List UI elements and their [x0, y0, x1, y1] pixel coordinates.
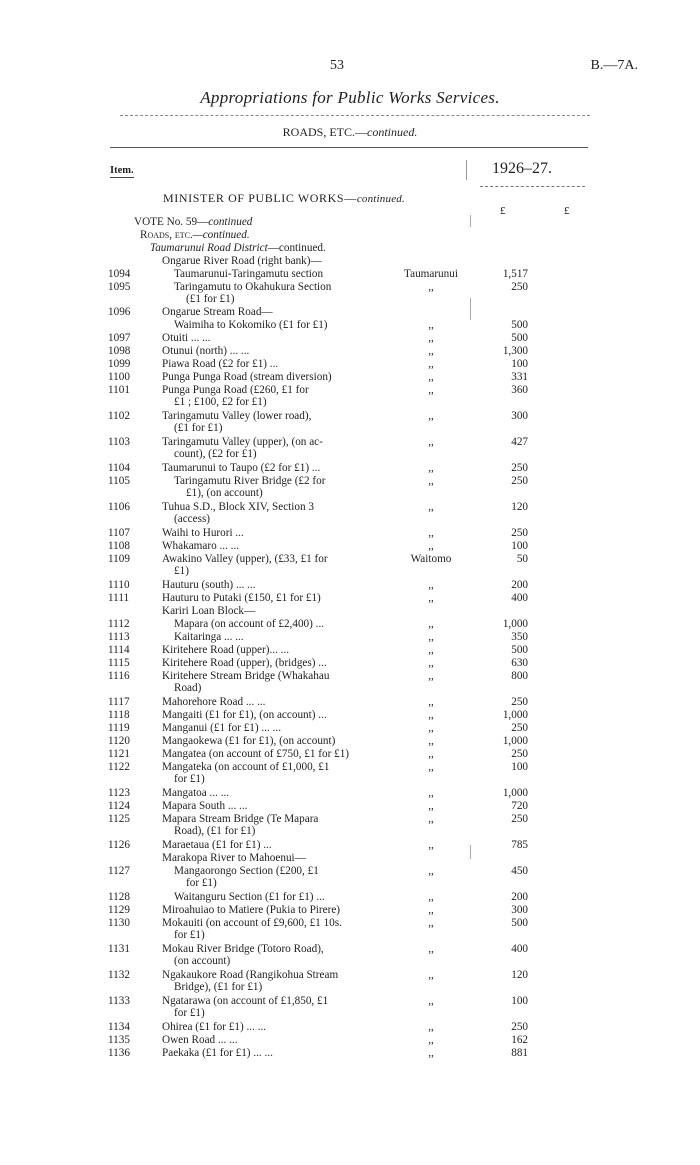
item-description: Ngatarawa (on account of £1,850, £1: [162, 995, 329, 1007]
item-number: 1136: [108, 1047, 130, 1059]
item-description: Mokauiti (on account of £9,600, £1 10s.: [162, 917, 342, 929]
item-number: 1126: [108, 839, 130, 851]
item-description: Miroahuiao to Matiere (Pukia to Pirere): [162, 904, 341, 916]
district-name: ,,: [428, 800, 434, 812]
amount-value: 100: [511, 995, 528, 1007]
item-description: Maraetaua (£1 for £1) ...: [162, 839, 272, 851]
item-description: Mapara (on account of £2,400) ...: [174, 618, 325, 630]
item-number: 1094: [108, 268, 131, 280]
amount-value: 100: [511, 540, 528, 552]
item-column-label: Item.: [110, 165, 134, 176]
district-name: ,,: [428, 696, 434, 708]
item-description: Ohirea (£1 for £1) ... ...: [162, 1021, 267, 1033]
district-name: ,,: [428, 1021, 434, 1033]
amount-value: 1,000: [502, 787, 528, 799]
district-name: ,,: [428, 579, 434, 591]
item-number: 1135: [108, 1034, 130, 1046]
item-description: Road), (£1 for £1): [174, 825, 256, 837]
amount-value: 250: [511, 748, 528, 760]
district-name: ,,: [428, 436, 434, 448]
margin-mark: [470, 845, 471, 859]
district-name: ,,: [428, 631, 434, 643]
item-description: (access): [174, 513, 211, 525]
district-name: ,,: [428, 748, 434, 760]
item-description: (on account): [174, 955, 231, 967]
header-rule: [110, 147, 588, 148]
item-number: 1128: [108, 891, 130, 903]
amount-value: 630: [511, 657, 528, 669]
district-name: ,,: [428, 943, 434, 955]
amount-value: 200: [511, 579, 528, 591]
item-description: Taringamutu Valley (upper), (on ac-: [162, 436, 323, 448]
district-name: ,,: [428, 358, 434, 370]
district-name: ,,: [428, 839, 434, 851]
item-number: 1096: [108, 306, 131, 318]
district-name: ,,: [428, 319, 434, 331]
amount-value: 400: [511, 592, 528, 604]
item-description: £1 ; £100, £2 for £1): [174, 396, 267, 408]
margin-mark: [470, 298, 471, 320]
item-description: Ngakaukore Road (Rangikohua Stream: [162, 969, 339, 981]
amount-value: 500: [511, 917, 528, 929]
item-number: 1131: [108, 943, 130, 955]
amount-value: 120: [511, 969, 528, 981]
item-number: 1106: [108, 501, 130, 513]
amount-value: 720: [511, 800, 528, 812]
district-name: Waitomo: [410, 553, 452, 565]
district-name: ,,: [428, 1047, 434, 1059]
item-number: 1109: [108, 553, 130, 565]
item-description: Mangaiti (£1 for £1), (on account) ...: [162, 709, 327, 721]
item-number: 1108: [108, 540, 130, 552]
amount-value: 250: [511, 696, 528, 708]
item-description: Road): [174, 682, 202, 694]
district-name: ,,: [428, 865, 434, 877]
item-number: 1113: [108, 631, 130, 643]
minister-heading-continued: continued.: [356, 193, 405, 205]
section-heading-main: ROADS, ETC.—: [282, 125, 367, 139]
amount-value: 360: [511, 384, 528, 396]
district-name: ,,: [428, 1034, 434, 1046]
item-description: Mapara Stream Bridge (Te Mapara: [162, 813, 319, 825]
amount-value: 250: [511, 527, 528, 539]
district-name: ,,: [428, 761, 434, 773]
item-number: 1124: [108, 800, 130, 812]
item-description: Hauturu to Putaki (£150, £1 for £1): [162, 592, 321, 604]
item-description: for £1): [186, 877, 217, 889]
district-name: ,,: [428, 735, 434, 747]
amount-value: 50: [516, 553, 528, 565]
district-name: ,,: [428, 787, 434, 799]
vote-heading-continued: continued: [208, 216, 253, 228]
roads-heading-continued: —continued.: [192, 229, 250, 241]
district-name: ,,: [428, 904, 434, 916]
district-name: ,,: [428, 501, 434, 513]
item-number: 1095: [108, 281, 131, 293]
item-number: 1123: [108, 787, 130, 799]
item-number: 1105: [108, 475, 130, 487]
item-description: Kariri Loan Block—: [162, 605, 256, 617]
item-number: 1102: [108, 410, 130, 422]
item-number: 1132: [108, 969, 130, 981]
amount-value: 500: [511, 319, 528, 331]
item-description: Paekaka (£1 for £1) ... ...: [162, 1047, 273, 1059]
item-number: 1100: [108, 371, 130, 383]
district-name: ,,: [428, 657, 434, 669]
amount-value: 250: [511, 722, 528, 734]
district-name: ,,: [428, 345, 434, 357]
item-description: Manganui (£1 for £1) ... ...: [162, 722, 281, 734]
vote-heading: [134, 216, 252, 228]
amount-value: 1,517: [502, 268, 528, 280]
item-number: 1114: [108, 644, 130, 656]
roads-heading: [140, 229, 250, 241]
item-number: 1112: [108, 618, 130, 630]
item-description: Mapara South ... ...: [162, 800, 248, 812]
district-name: ,,: [428, 917, 434, 929]
item-number: 1098: [108, 345, 131, 357]
item-description: Kaitaringa ... ...: [174, 631, 244, 643]
item-number: 1130: [108, 917, 130, 929]
item-description: Mangatea (on account of £750, £1 for £1): [162, 748, 350, 760]
district-name: ,,: [428, 462, 434, 474]
district-name: ,,: [428, 995, 434, 1007]
amount-value: 785: [511, 839, 528, 851]
minister-heading-main: MINISTER OF PUBLIC WORKS—: [163, 191, 357, 205]
item-description: Kiritehere Road (upper)... ...: [162, 644, 290, 656]
margin-mark: [470, 215, 471, 227]
item-description: Taringamutu to Okahukura Section: [174, 281, 332, 293]
amount-value: 1,300: [502, 345, 528, 357]
item-number: 1125: [108, 813, 130, 825]
district-name: ,,: [428, 592, 434, 604]
amount-value: 250: [511, 1021, 528, 1033]
district-name: ,,: [428, 527, 434, 539]
year-rule: [480, 186, 585, 187]
item-number: 1099: [108, 358, 131, 370]
district-name: ,,: [428, 281, 434, 293]
district-heading: [150, 242, 326, 254]
section-heading-continued: continued.: [367, 125, 418, 139]
amount-value: 100: [511, 358, 528, 370]
item-number: 1134: [108, 1021, 130, 1033]
item-number: 1116: [108, 670, 130, 682]
district-name: ,,: [428, 644, 434, 656]
amount-value: 250: [511, 462, 528, 474]
district-name: Taumarunui: [404, 268, 458, 280]
amount-value: 500: [511, 644, 528, 656]
item-description: Piawa Road (£2 for £1) ...: [162, 358, 279, 370]
district-name: ,,: [428, 618, 434, 630]
district-name: ,,: [428, 540, 434, 552]
amount-value: 427: [511, 436, 528, 448]
item-number: 1107: [108, 527, 130, 539]
amount-value: 500: [511, 332, 528, 344]
item-description: Taringamutu Valley (lower road),: [162, 410, 312, 422]
item-number: 1111: [108, 592, 130, 604]
item-description: for £1): [174, 773, 205, 785]
vote-heading-main: VOTE No. 59—: [134, 216, 209, 228]
amount-value: 300: [511, 904, 528, 916]
amount-value: 1,000: [502, 618, 528, 630]
item-description: Punga Punga Road (£260, £1 for: [162, 384, 309, 396]
currency-label-1: £: [500, 205, 506, 217]
minister-heading: [163, 191, 405, 206]
district-name: ,,: [428, 722, 434, 734]
item-description: Awakino Valley (upper), (£33, £1 for: [162, 553, 328, 565]
document-code: B.—7A.: [590, 58, 638, 73]
item-number: 1127: [108, 865, 130, 877]
district-name: ,,: [428, 475, 434, 487]
page-number: 53: [330, 58, 344, 73]
district-name: ,,: [428, 384, 434, 396]
amount-value: 881: [511, 1047, 528, 1059]
item-description: Owen Road ... ...: [162, 1034, 238, 1046]
item-description: (£1 for £1): [186, 293, 235, 305]
item-number: 1122: [108, 761, 130, 773]
amount-value: 250: [511, 813, 528, 825]
district-name: ,,: [428, 969, 434, 981]
district-name: ,,: [428, 670, 434, 682]
amount-value: 162: [511, 1034, 528, 1046]
item-number: 1129: [108, 904, 130, 916]
district-name: ,,: [428, 813, 434, 825]
item-description: Kiritehere Stream Bridge (Whakahau: [162, 670, 330, 682]
item-number: 1110: [108, 579, 130, 591]
item-description: Mangaorongo Section (£200, £1: [174, 865, 319, 877]
amount-value: 250: [511, 281, 528, 293]
item-number: 1115: [108, 657, 130, 669]
item-description: Taumarunui-Taringamutu section: [174, 268, 324, 280]
title-rule: [120, 115, 590, 116]
item-description: Waitanguru Section (£1 for £1) ...: [174, 891, 325, 903]
amount-value: 331: [511, 371, 528, 383]
column-divider: [466, 160, 467, 180]
item-number: 1097: [108, 332, 131, 344]
item-description: Otuiti ... ...: [162, 332, 211, 344]
item-description: Otunui (north) ... ...: [162, 345, 250, 357]
item-description: Mangaokewa (£1 for £1), (on account): [162, 735, 336, 747]
item-description: for £1): [174, 1007, 205, 1019]
item-description: Taringamutu River Bridge (£2 for: [174, 475, 326, 487]
item-description: Hauturu (south) ... ...: [162, 579, 256, 591]
district-name: ,,: [428, 410, 434, 422]
item-description: Tuhua S.D., Block XIV, Section 3: [162, 501, 314, 513]
amount-value: 250: [511, 475, 528, 487]
item-number: 1103: [108, 436, 130, 448]
item-description: Marakopa River to Mahoenui—: [162, 852, 306, 864]
item-description: count), (£2 for £1): [174, 448, 257, 460]
item-number: 1119: [108, 722, 130, 734]
amount-value: 120: [511, 501, 528, 513]
year-column-label: 1926–27.: [492, 160, 552, 177]
item-description: Taumarunui to Taupo (£2 for £1) ...: [162, 462, 321, 474]
item-description: Waihi to Hurori ...: [162, 527, 244, 539]
district-name: ,,: [428, 371, 434, 383]
item-description: £1), (on account): [186, 487, 263, 499]
amount-value: 350: [511, 631, 528, 643]
item-description: Mangateka (on account of £1,000, £1: [162, 761, 330, 773]
item-number: 1133: [108, 995, 130, 1007]
item-description: Mangatoa ... ...: [162, 787, 230, 799]
amount-value: 800: [511, 670, 528, 682]
item-number: 1117: [108, 696, 130, 708]
item-number: 1104: [108, 462, 130, 474]
item-description: Mahorehore Road ... ...: [162, 696, 266, 708]
item-description: Kiritehere Road (upper), (bridges) ...: [162, 657, 327, 669]
roads-heading-main: Roads, etc.: [140, 229, 193, 241]
page-title: Appropriations for Public Works Services.: [200, 88, 500, 107]
district-heading-main: Taumarunui Road District: [150, 242, 268, 254]
amount-value: 300: [511, 410, 528, 422]
item-description: for £1): [174, 929, 205, 941]
item-description: £1): [174, 565, 189, 577]
item-number: 1120: [108, 735, 130, 747]
item-description: Whakamaro ... ...: [162, 540, 240, 552]
amount-value: 450: [511, 865, 528, 877]
item-description: Waimiha to Kokomiko (£1 for £1): [174, 319, 328, 331]
item-description: Ongarue River Road (right bank)—: [162, 255, 322, 267]
amount-value: 1,000: [502, 735, 528, 747]
item-description: (£1 for £1): [174, 422, 223, 434]
item-description: Ongarue Stream Road—: [162, 306, 273, 318]
item-number: 1101: [108, 384, 130, 396]
item-description: Mokau River Bridge (Totoro Road),: [162, 943, 324, 955]
district-name: ,,: [428, 332, 434, 344]
amount-value: 200: [511, 891, 528, 903]
amount-value: 1,000: [502, 709, 528, 721]
amount-value: 100: [511, 761, 528, 773]
district-heading-continued: —continued.: [267, 242, 326, 254]
item-description: Punga Punga Road (stream diversion): [162, 371, 332, 383]
district-name: ,,: [428, 709, 434, 721]
section-heading: [0, 125, 700, 140]
currency-label-2: £: [564, 205, 570, 217]
district-name: ,,: [428, 891, 434, 903]
amount-value: 400: [511, 943, 528, 955]
item-number: 1121: [108, 748, 130, 760]
item-number: 1118: [108, 709, 130, 721]
item-description: Bridge), (£1 for £1): [174, 981, 263, 993]
